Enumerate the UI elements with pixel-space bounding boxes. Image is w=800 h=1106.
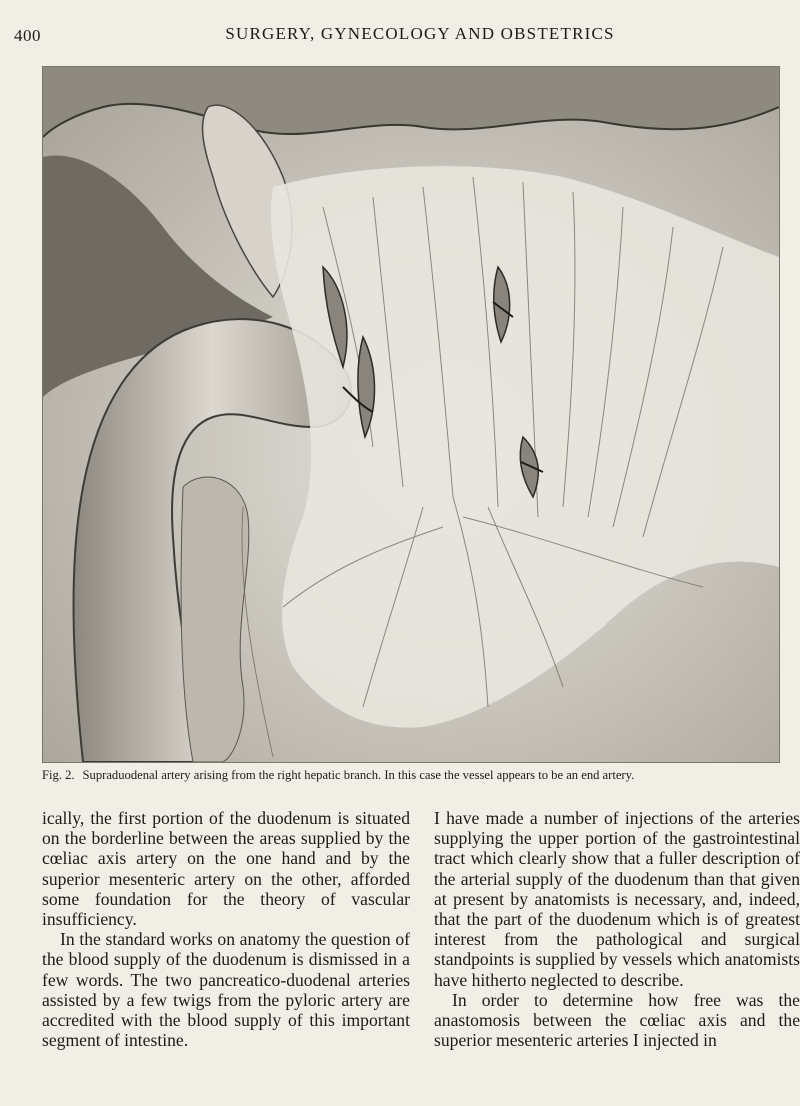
paragraph: ically, the first portion of the duodenum is situated on the borderline between the areas supplied by the cœliac axis artery on the one hand and by the superior mesenteric artery on the other, afforded some foundation for the theory of vascular insufficiency. — [42, 808, 410, 930]
figure-label: Fig. 2. — [42, 768, 75, 782]
figure-caption — [42, 767, 800, 783]
figure-caption-text: Supraduodenal artery arising from the right hepatic branch. In this case the vessel appears to be an end artery. — [82, 768, 635, 782]
page-header — [0, 22, 800, 48]
page-number: 400 — [14, 26, 41, 45]
right-column — [434, 808, 800, 1050]
left-column — [42, 808, 410, 1050]
anatomical-illustration — [42, 66, 780, 763]
paragraph: In order to determine how free was the anastomosis between the cœliac axis and the superior mesenteric arteries I injected in — [434, 989, 800, 1051]
duodenum-drawing — [43, 67, 779, 762]
paragraph: I have made a number of injections of the arteries supplying the upper portion of the gastrointestinal tract which clearly show that a fuller description of the arterial supply of the duodenum than that given at present by anatomists is necessary, and, indeed, that the part of the duodenum which is of greatest interest from the pathological and surgical standpoints is supplied by vessels which anatomists have hitherto neglected to describe. — [434, 808, 800, 990]
running-title: SURGERY, GYNECOLOGY AND OBSTETRICS — [225, 24, 615, 43]
paragraph: In the standard works on anatomy the question of the blood supply of the duodenum is dismissed in a few words. The two pancreatico-duodenal arteries assisted by a few twigs from the pyloric artery are accredited with the blood supply of this important segment of intestine. — [42, 929, 410, 1051]
